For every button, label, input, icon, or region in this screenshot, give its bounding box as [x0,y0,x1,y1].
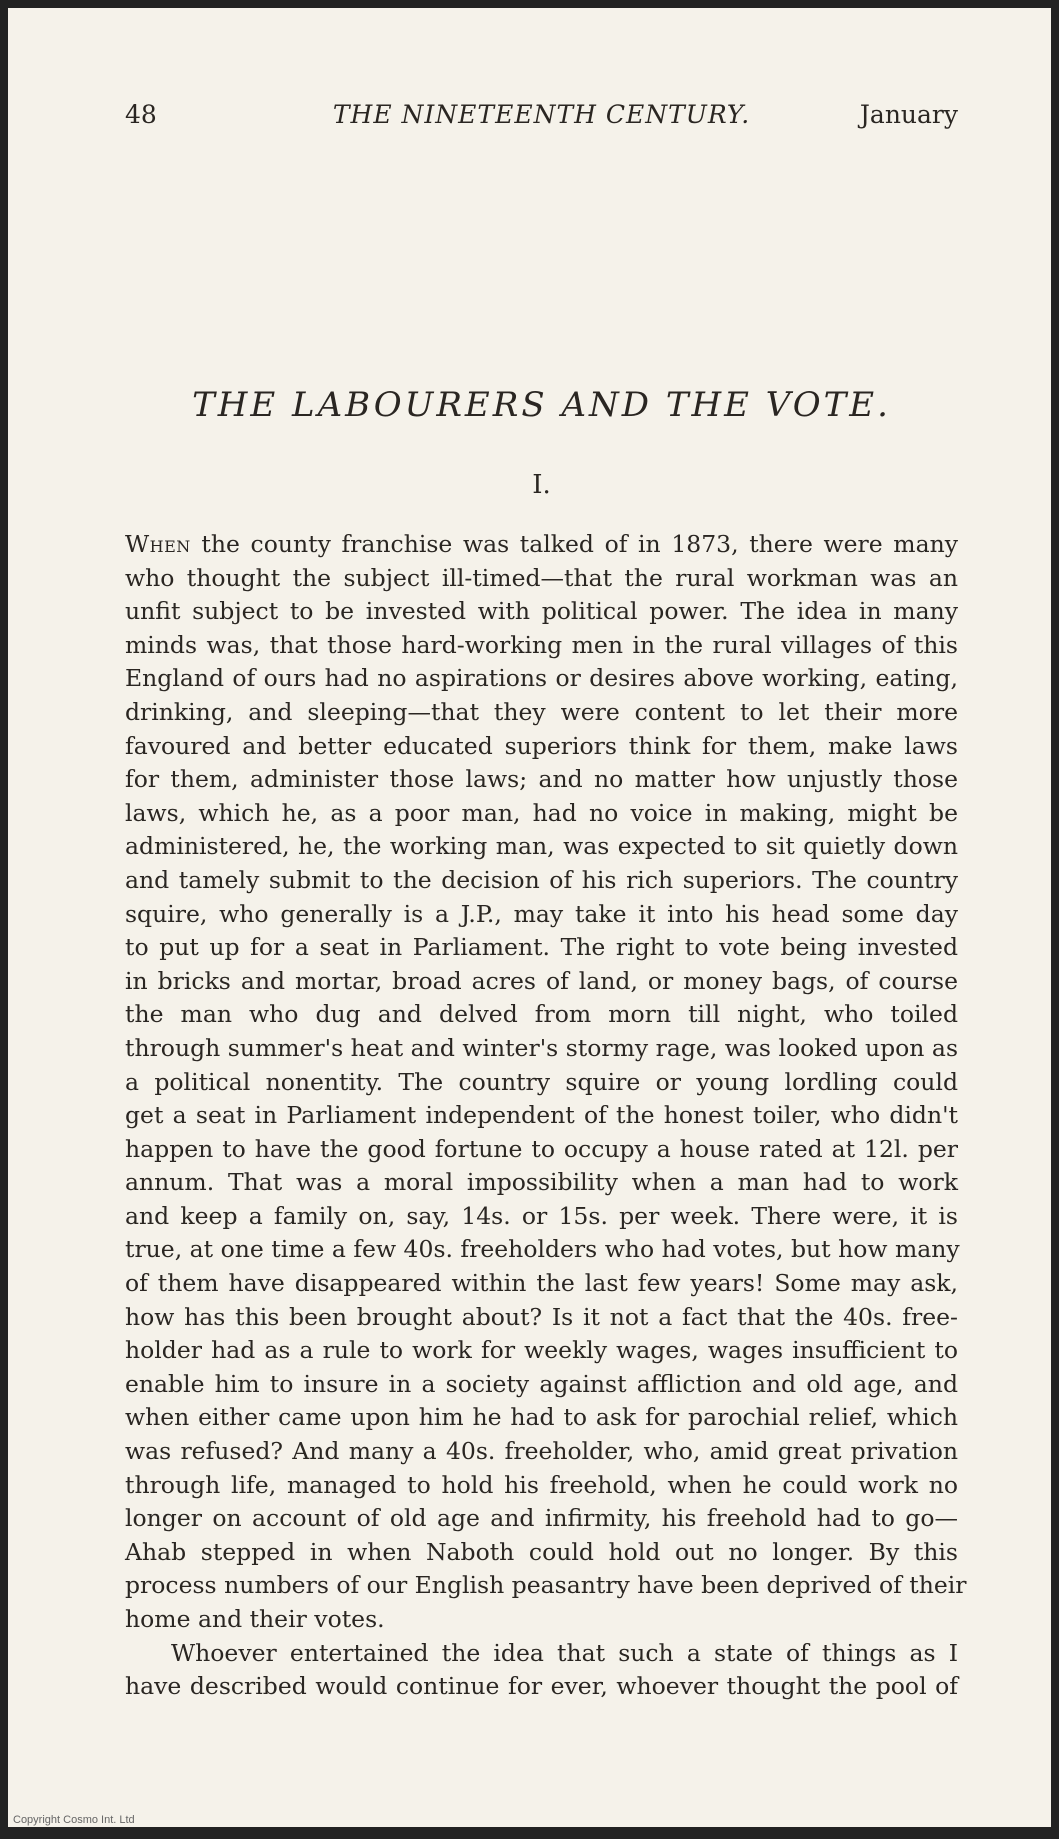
text-line: squire, who generally is a J.P., may take it into his head some day [125,899,958,928]
text-line: When the county franchise was talked of in 1873, there were many [125,530,958,558]
article-body [125,528,967,1704]
text-line: process numbers of our English peasantry have been deprived of their [125,1571,967,1600]
text-line: happen to have the good fortune to occupy a house rated at 12l. per [125,1134,958,1163]
text-line: and keep a family on, say, 14s. or 15s. per week. There were, it is [125,1201,958,1230]
journal-title: THE NINETEENTH CENTURY. [332,100,751,129]
text-line: and tamely submit to the decision of his rich superiors. The country [125,865,958,894]
text-line: England of ours had no aspirations or desires above working, eating, [125,664,958,693]
text-line: favoured and better educated superiors think for them, make laws [125,731,958,760]
text-line: have described would continue for ever, whoever thought the pool of [125,1672,958,1701]
text-line: unfit subject to be invested with political power. The idea in many [125,597,958,626]
text-line: home and their votes. [125,1605,385,1633]
text-line: get a seat in Parliament independent of the honest toiler, who didn't [125,1101,958,1130]
text-line: of them have disappeared within the last few years! Some may ask, [125,1269,958,1298]
text-line: laws, which he, as a poor man, had no voice in making, might be [125,798,958,827]
page-number: 48 [125,100,157,129]
text-line: annum. That was a moral impossibility when a man had to work [125,1168,958,1197]
text-line: how has this been brought about? Is it not a fact that the 40s. free- [125,1302,958,1331]
text-line: a political nonentity. The country squire or young lordling could [125,1067,958,1096]
text-line: enable him to insure in a society against affliction and old age, and [125,1369,958,1398]
text-line: minds was, that those hard-working men in the rural villages of this [125,630,958,659]
scan-border-bottom [0,1827,1059,1839]
text-line: Whoever entertained the idea that such a state of things as I [171,1638,958,1667]
text-line: the man who dug and delved from morn till night, who toiled [125,1000,958,1029]
text-line: longer on account of old age and infirmity, his freehold had to go— [125,1504,958,1533]
text-line: in bricks and mortar, broad acres of land, or money bags, of course [125,966,958,995]
section-number: I. [532,470,551,500]
text-line: administered, he, the working man, was expected to sit quietly down [125,832,958,861]
text-line: was refused? And many a 40s. freeholder, who, amid great privation [125,1437,958,1466]
issue-month: January [859,100,958,129]
scan-border-left [0,0,8,1839]
text-line: true, at one time a few 40s. freeholders who had votes, but how many [125,1235,960,1264]
text-line: Ahab stepped in when Naboth could hold out no longer. By this [125,1537,958,1566]
text-line: for them, administer those laws; and no matter how unjustly those [125,765,958,794]
text-line: to put up for a seat in Parliament. The right to vote being invested [125,933,958,962]
text-line: through life, managed to hold his freehold, when he could work no [125,1470,958,1499]
text-line: holder had as a rule to work for weekly wages, wages insufficient to [125,1336,958,1365]
text-line: drinking, and sleeping—that they were content to let their more [125,697,958,726]
text-line: when either came upon him he had to ask for parochial relief, which [125,1403,958,1432]
text-line: through summer's heat and winter's stormy rage, was looked upon as [125,1033,958,1062]
article-title: THE LABOURERS AND THE VOTE. [192,385,891,425]
drop-word: When [125,530,191,558]
scan-border-top [0,0,1059,8]
copyright-watermark: Copyright Cosmo Int. Ltd [10,1813,138,1827]
running-head [125,100,958,140]
scan-border-right [1051,0,1059,1839]
text-line: who thought the subject ill-timed—that the rural workman was an [125,563,958,592]
